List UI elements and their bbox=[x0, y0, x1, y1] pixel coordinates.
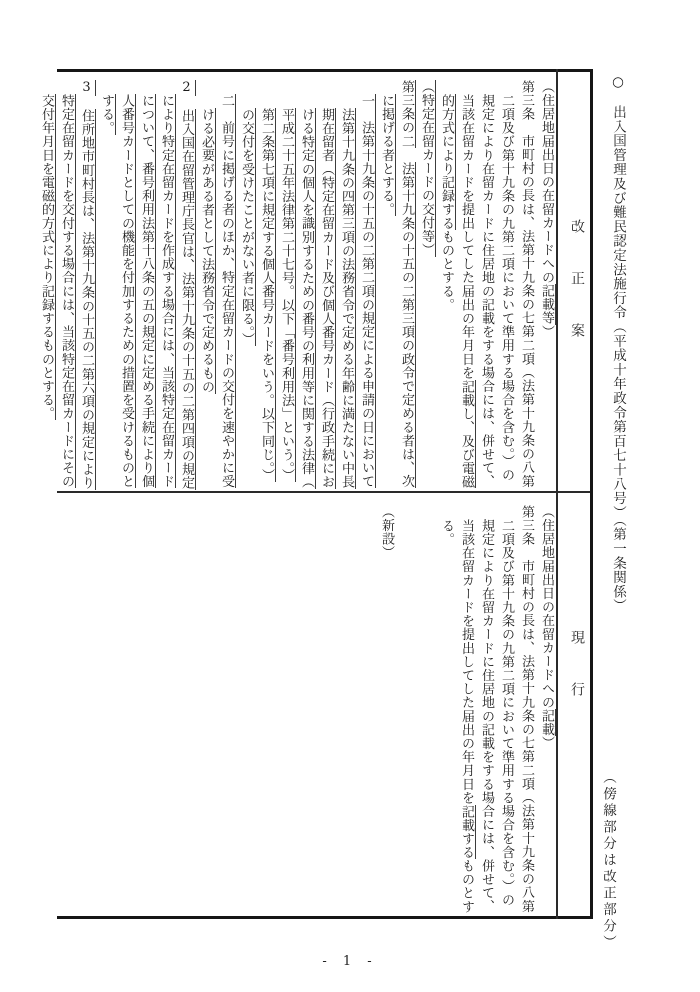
text-segment: 規定により在留カードに住居地の記載をする場合には、併せて、 bbox=[479, 94, 494, 489]
text-column bbox=[416, 80, 436, 492]
amended-text-segment: ける特定の個人を識別するための番号の利用等に関する法律（ bbox=[299, 108, 314, 489]
text-segment: 規定により在留カードに住居地の記載をする場合には、併せて、 bbox=[479, 519, 494, 914]
text-column bbox=[516, 505, 536, 916]
amended-text-segment: 二 前号に掲げる者のほか、特定在留カードの交付を速やかに受 bbox=[219, 94, 234, 489]
document-title: ○ 出入国管理及び難民認定法施行令（平成十年政令第百七十八号）（第一条関係） bbox=[610, 74, 626, 614]
text-column bbox=[196, 80, 216, 492]
amended-text-segment: 2 bbox=[179, 80, 194, 96]
text-column bbox=[256, 80, 276, 492]
text-column bbox=[356, 80, 376, 492]
text-segment: る。 bbox=[439, 519, 454, 547]
text-segment: 二項及び第十九条の九第二項において準用する場合を含む。）の bbox=[499, 519, 514, 907]
text-column bbox=[156, 80, 176, 492]
text-column bbox=[456, 80, 476, 492]
amended-text-segment: 記載等 bbox=[539, 284, 554, 325]
text-segment bbox=[79, 96, 94, 110]
amended-text-segment: 平成二十五年法律第二十七号。以下「番号利用法」という。） bbox=[279, 108, 294, 483]
amended-text-segment: 交付年月日を電磁的方式により記録するものとする。 bbox=[39, 94, 54, 421]
text-segment: 当該在留カードを提出してした届出の年月日を bbox=[459, 94, 474, 380]
amended-text-segment: ける必要がある者として法務省令で定めるもの bbox=[199, 108, 214, 394]
current-text-band bbox=[36, 505, 556, 916]
text-column bbox=[476, 80, 496, 492]
text-segment: 第三条 市町村の長は、法第十九条の七第二項（法第十九条の八第 bbox=[519, 80, 534, 488]
amended-text-segment: 的方式により記録する bbox=[439, 94, 454, 230]
text-segment: ものとす bbox=[459, 859, 474, 914]
amended-text-segment: に掲げる者とする。 bbox=[379, 94, 394, 217]
text-segment bbox=[399, 505, 414, 519]
text-segment: 当該在留カードを提出してした届出の年月日を bbox=[459, 519, 474, 805]
amended-text-segment: 特定在留カードを交付する場合には、当該特定在留カードにその bbox=[59, 94, 74, 489]
amended-text-segment: 法第十九条の十五の二第三項の政令で定める者は、次 bbox=[399, 161, 414, 489]
amended-text-segment: 一 法第十九条の十五の二第二項の規定による申請の日において bbox=[359, 94, 374, 489]
amendment-column-header: 改正案 bbox=[569, 219, 585, 375]
amended-text-segment: 記載する bbox=[459, 804, 474, 860]
text-column bbox=[436, 505, 456, 916]
text-column bbox=[496, 505, 516, 916]
table-header-separator bbox=[556, 69, 558, 919]
current-column-header: 現行 bbox=[569, 630, 585, 734]
table-right-border bbox=[590, 69, 593, 919]
amended-text-segment: により特定在留カードを作成する場合には、当該特定在留カード bbox=[159, 94, 174, 489]
text-column bbox=[376, 505, 396, 916]
text-column bbox=[516, 80, 536, 492]
text-column bbox=[116, 80, 136, 492]
text-segment bbox=[419, 505, 434, 519]
text-column bbox=[216, 80, 236, 492]
text-column bbox=[456, 505, 476, 916]
text-segment: （住居地届出日の在留カードへの bbox=[539, 505, 554, 709]
text-column bbox=[316, 80, 336, 492]
text-column bbox=[336, 80, 356, 492]
amended-text-segment: 人番号カードとしての機能を付加するための措置を受けるものと bbox=[119, 94, 134, 489]
text-column bbox=[296, 80, 316, 492]
amended-text-segment: 法第十九条の四第三項の法務省令で定める年齢に満たない中長 bbox=[339, 108, 354, 489]
text-column bbox=[416, 505, 436, 916]
text-column bbox=[276, 80, 296, 492]
amended-text-segment: 記載 bbox=[539, 709, 554, 737]
text-segment: ） bbox=[539, 736, 554, 750]
text-column bbox=[36, 80, 56, 492]
page-number: - 1 - bbox=[322, 954, 378, 969]
text-column bbox=[536, 505, 556, 916]
text-column bbox=[536, 80, 556, 492]
text-segment: ） bbox=[539, 324, 554, 339]
amended-text-segment: 期在留者（特定在留カード及び個人番号カード（行政手続にお bbox=[319, 108, 334, 489]
amended-text-segment: の交付を受けたことがない者に限る。） bbox=[239, 108, 254, 347]
amended-text-segment: について、番号利用法第十八条の五の規定に定める手続により個 bbox=[139, 94, 154, 489]
amended-text-segment: 出入国在留管理庁長官は、法第十九条の十五の二第四項の規定 bbox=[179, 109, 194, 491]
text-segment: 二項及び第十九条の九第二項において準用する場合を含む。）の bbox=[499, 94, 514, 482]
table-bottom-border bbox=[57, 916, 593, 919]
amended-text-segment: 記載し、及び電磁 bbox=[459, 379, 474, 489]
text-column bbox=[96, 80, 116, 492]
text-segment: （住居地届出日の在留カードへの bbox=[539, 80, 554, 284]
text-column bbox=[56, 80, 76, 492]
text-segment: （新設） bbox=[379, 505, 394, 560]
text-column bbox=[496, 80, 516, 492]
amended-text-segment: する。 bbox=[99, 94, 114, 135]
text-column bbox=[476, 505, 496, 916]
text-segment: ものとする。 bbox=[439, 230, 454, 312]
text-column bbox=[176, 80, 196, 492]
text-segment bbox=[399, 148, 414, 162]
amended-text-segment: 住所地市町村長は、法第十九条の十五の二第六項の規定により bbox=[79, 109, 94, 491]
amended-text-segment: （特定在留カードの交付等） bbox=[419, 80, 434, 257]
revision-note: （傍線部分は改正部分） bbox=[600, 770, 616, 952]
text-column bbox=[76, 80, 96, 492]
amended-text-segment: 第二条第七項に規定する個人番号カードをいう。以下同じ。） bbox=[259, 108, 274, 483]
amended-text-segment: 第三条の二 bbox=[399, 80, 414, 148]
text-column bbox=[396, 505, 416, 916]
text-column bbox=[136, 80, 156, 492]
text-segment bbox=[179, 96, 194, 110]
text-segment: 第三条 市町村の長は、法第十九条の七第二項（法第十九条の八第 bbox=[519, 505, 534, 913]
table-top-border bbox=[57, 69, 593, 72]
amended-text-segment: 3 bbox=[79, 80, 94, 96]
text-column bbox=[376, 80, 396, 492]
amendment-text-band bbox=[36, 80, 556, 492]
text-column bbox=[236, 80, 256, 492]
text-column bbox=[396, 80, 416, 492]
text-column bbox=[436, 80, 456, 492]
